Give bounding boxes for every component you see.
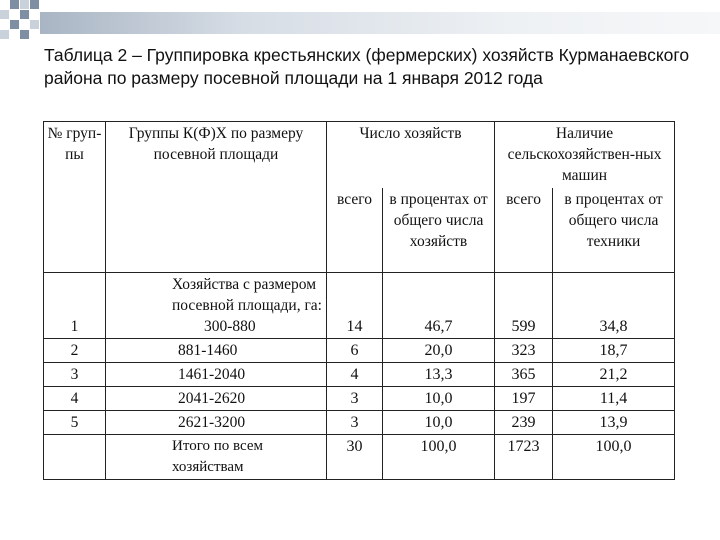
table-header-row [44,122,675,189]
total-machines: 1723 [495,435,553,480]
header-farms: Число хозяйств [327,122,495,189]
row-machines: 599 [495,273,553,339]
square-icon [30,20,39,29]
row-range: 881-1460 [106,339,327,363]
row-number: 3 [44,363,106,387]
table-row [44,339,675,363]
row-machines-percent: 13,9 [553,411,675,435]
decorative-squares [0,0,40,40]
slide-title: Таблица 2 – Группировка крестьянских (фермерских) хозяйств Курманаевского района по размеру посевной площади на 1 января 2012 года [44,45,690,88]
total-machines-percent: 100,0 [553,435,675,480]
square-icon [10,20,19,29]
header-group: Группы К(Ф)Х по размеру посевной площади [106,122,327,273]
total-number [44,435,106,480]
square-icon [20,30,29,39]
row-machines-percent: 11,4 [553,387,675,411]
total-label: Итого по всем хозяйствам [106,435,327,480]
row-number: 4 [44,387,106,411]
row-range: 300-880 [204,318,256,335]
row-farms-percent: 10,0 [383,387,495,411]
row-number: 1 [44,273,106,339]
table-row [44,273,675,339]
row-machines-percent: 21,2 [553,363,675,387]
header-machines: Наличие сельскохозяйствен-ных машин [495,122,675,189]
row-machines: 365 [495,363,553,387]
table-total-row [44,435,675,480]
square-icon [20,10,29,19]
row-number: 2 [44,339,106,363]
data-table [43,121,675,480]
row-range: 1461-2040 [106,363,327,387]
row-range: 2621-3200 [106,411,327,435]
row-farms-percent: 10,0 [383,411,495,435]
row-machines-percent: 34,8 [553,273,675,339]
header-farms-percent: в процентах от общего числа хозяйств [383,188,495,273]
header-machines-percent: в процентах от общего числа техники [553,188,675,273]
header-bar [40,12,720,34]
table-row [44,363,675,387]
total-farms-percent: 100,0 [383,435,495,480]
header-farms-total: всего [327,188,383,273]
square-icon [10,0,19,9]
row-machines-percent: 18,7 [553,339,675,363]
square-icon [30,0,39,9]
row-number: 5 [44,411,106,435]
row-farms: 14 [327,273,383,339]
row-farms: 3 [327,411,383,435]
table-row [44,387,675,411]
row-group [106,273,327,339]
row-farms-percent: 20,0 [383,339,495,363]
row-machines: 323 [495,339,553,363]
row-machines: 197 [495,387,553,411]
row-farms-percent: 46,7 [383,273,495,339]
square-icon [20,0,29,9]
row-machines: 239 [495,411,553,435]
square-icon [0,10,9,19]
row-farms: 6 [327,339,383,363]
header-machines-total: всего [495,188,553,273]
square-icon [0,30,9,39]
group-prefix: Хозяйства с размером посевной площади, га: [172,276,322,314]
row-range: 2041-2620 [106,387,327,411]
total-farms: 30 [327,435,383,480]
header-number: № груп-пы [44,122,106,273]
table-row [44,411,675,435]
row-farms: 3 [327,387,383,411]
row-farms-percent: 13,3 [383,363,495,387]
row-farms: 4 [327,363,383,387]
